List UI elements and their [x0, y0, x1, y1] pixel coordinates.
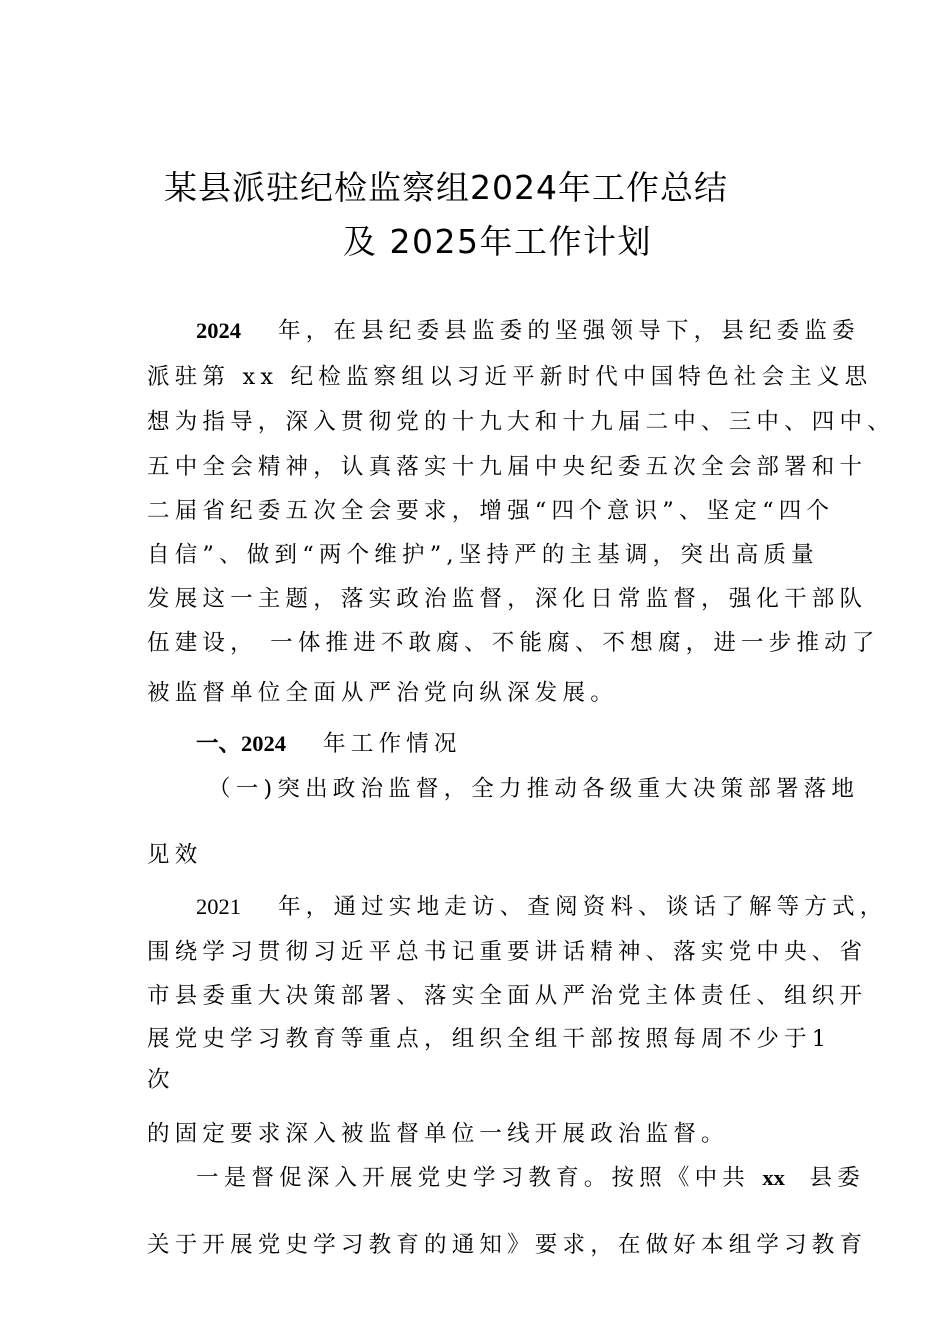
intro-line-2: 派驻第 xx 纪检监察组以习近平新时代中国特色社会主义思 — [147, 364, 873, 390]
para3-line-1-c: 县委 — [809, 1165, 865, 1191]
intro-line-4: 五中全会精神，认真落实十九届中央纪委五次全会部署和十 — [147, 454, 868, 480]
para3-line-1 — [196, 1163, 865, 1193]
para3-line-1-b: xx — [762, 1165, 785, 1190]
intro-line-5: 二届省纪委五次全会要求，增强“四个意识”、坚定“四个 — [147, 498, 835, 524]
para3-line-1-a: 一是督促深入开展党史学习教育。按照《中共 — [196, 1165, 751, 1191]
para2-line-1-text: 年，通过实地走访、查阅资料、谈话了解等方式， — [278, 894, 888, 920]
para2-line-3: 市县委重大决策部署、落实全面从严治党主体责任、组织开 — [147, 983, 868, 1009]
intro-line-1-text: 年，在县纪委县监委的坚强领导下，县纪委监委 — [278, 318, 860, 344]
intro-line-8: 伍建设， 一体推进不敢腐、不能腐、不想腐，进一步推动了 — [147, 630, 880, 656]
intro-year: 2024 — [196, 318, 241, 343]
intro-line-7: 发展这一主题，落实政治监督，深化日常监督，强化干部队 — [147, 586, 868, 612]
para2-line-1 — [196, 892, 887, 922]
section-heading-prefix: 一、2024 — [196, 731, 287, 756]
section-heading-1 — [196, 729, 462, 759]
para2-line-5: 次 — [147, 1067, 175, 1093]
para2-year: 2021 — [196, 894, 241, 919]
para2-line-6: 的固定要求深入被监督单位一线开展政治监督。 — [147, 1121, 729, 1147]
para3-line-2: 关于开展党史学习教育的通知》要求，在做好本组学习教育 — [147, 1232, 868, 1258]
intro-line-1 — [196, 316, 860, 346]
subsection-heading-line-2: 见效 — [147, 842, 203, 868]
intro-line-9: 被监督单位全面从严治党向纵深发展。 — [147, 680, 618, 706]
para2-line-2: 围绕学习贯彻习近平总书记重要讲话精神、落实党中央、省 — [147, 939, 868, 965]
intro-line-3: 想为指导，深入贯彻党的十九大和十九届二中、三中、四中、 — [147, 409, 895, 435]
subsection-heading-line-1: （一)突出政治监督，全力推动各级重大决策部署落地 — [208, 776, 860, 802]
para2-line-4: 展党史学习教育等重点，组织全组干部按照每周不少于1 — [147, 1026, 832, 1052]
section-heading-suffix: 年工作情况 — [323, 731, 462, 757]
document-title-line-2: 及 2025年工作计划 — [343, 222, 652, 261]
intro-line-6: 自信”、做到“两个维护”,坚持严的主基调，突出高质量 — [147, 542, 819, 568]
document-title-line-1: 某县派驻纪检监察组2024年工作总结 — [164, 168, 728, 207]
